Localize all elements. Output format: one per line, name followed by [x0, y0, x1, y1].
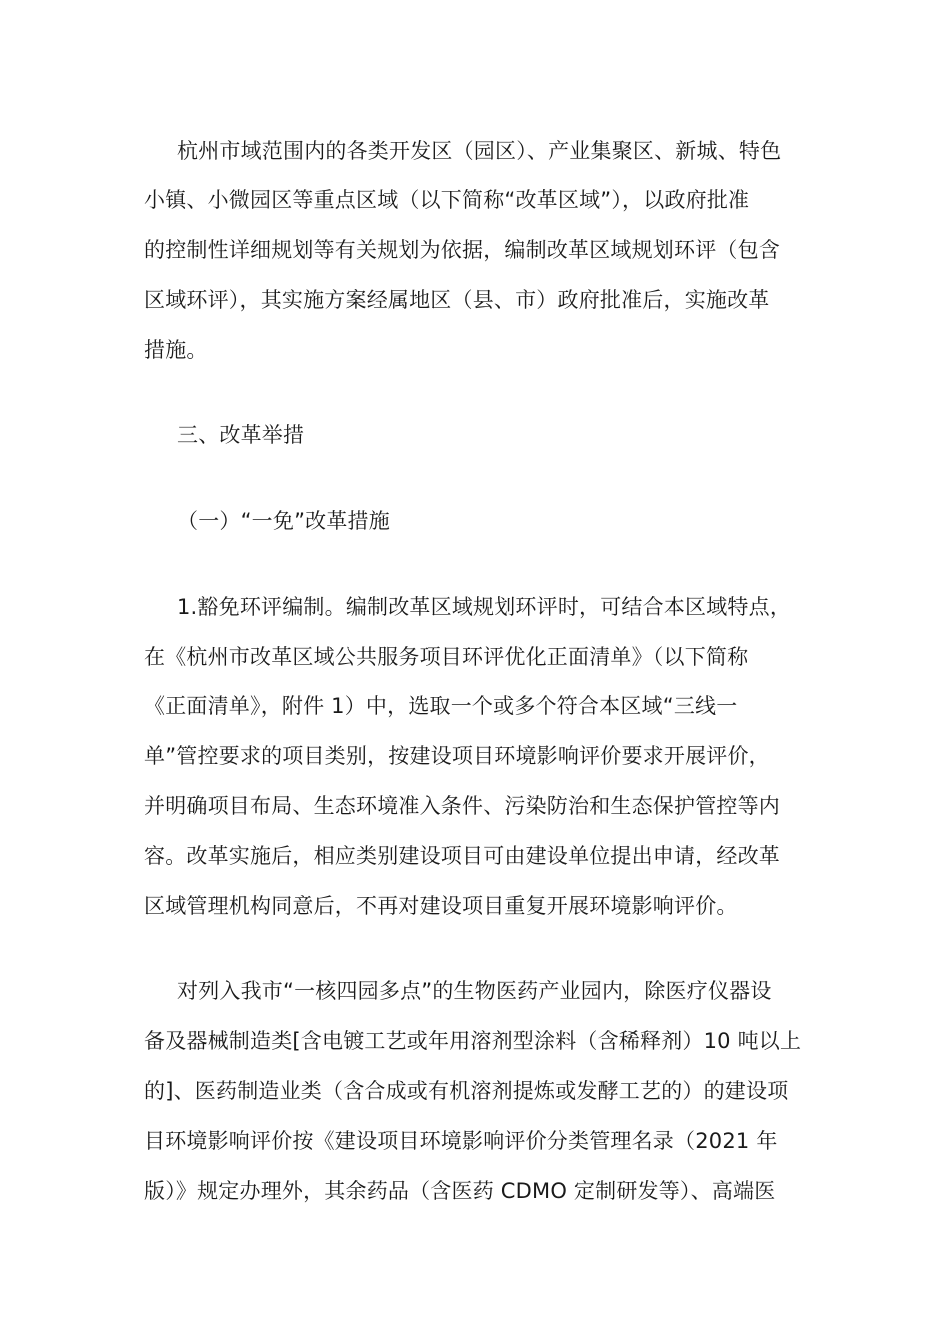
paragraph-line: 版）》规定办理外，其余药品（含医药 CDMO 定制研发等）、高端医: [144, 1179, 776, 1203]
paragraph-line: 的控制性详细规划等有关规划为依据，编制改革区域规划环评（包含: [144, 238, 780, 262]
paragraph-line: 在《杭州市改革区域公共服务项目环评优化正面清单》（以下简称: [144, 645, 749, 669]
paragraph-line: 单”管控要求的项目类别，按建设项目环境影响评价要求开展评价，: [144, 744, 770, 768]
paragraph-line: 《正面清单》，附件 1）中，选取一个或多个符合本区域“三线一: [144, 694, 738, 718]
paragraph-line: 措施。: [144, 338, 208, 362]
paragraph-line: 1.豁免环评编制。编制改革区域规划环评时，可结合本区域特点，: [177, 595, 792, 619]
paragraph-line: 区域环评），其实施方案经属地区（县、市）政府批准后，实施改革: [144, 288, 770, 312]
paragraph-line: 对列入我市“一核四园多点”的生物医药产业园内，除医疗仪器设: [177, 979, 772, 1003]
paragraph-line: 容。改革实施后，相应类别建设项目可由建设单位提出申请，经改革: [144, 844, 780, 868]
section-heading: 三、改革举措: [177, 423, 305, 447]
paragraph-line: 小镇、小微园区等重点区域（以下简称“改革区域”），以政府批准: [144, 188, 750, 212]
paragraph-line: 的]、医药制造业类（含合成或有机溶剂提炼或发酵工艺的）的建设项: [144, 1079, 789, 1103]
subsection-heading: （一）“一免”改革措施: [177, 509, 390, 533]
paragraph-line: 目环境影响评价按《建设项目环境影响评价分类管理名录（2021 年: [144, 1129, 778, 1153]
paragraph-line: 杭州市域范围内的各类开发区（园区）、产业集聚区、新城、特色: [177, 139, 782, 163]
paragraph-line: 区域管理机构同意后，不再对建设项目重复开展环境影响评价。: [144, 894, 738, 918]
paragraph-line: 备及器械制造类[含电镀工艺或年用溶剂型涂料（含稀释剂）10 吨以上: [144, 1029, 802, 1053]
paragraph-line: 并明确项目布局、生态环境准入条件、污染防治和生态保护管控等内: [144, 794, 780, 818]
